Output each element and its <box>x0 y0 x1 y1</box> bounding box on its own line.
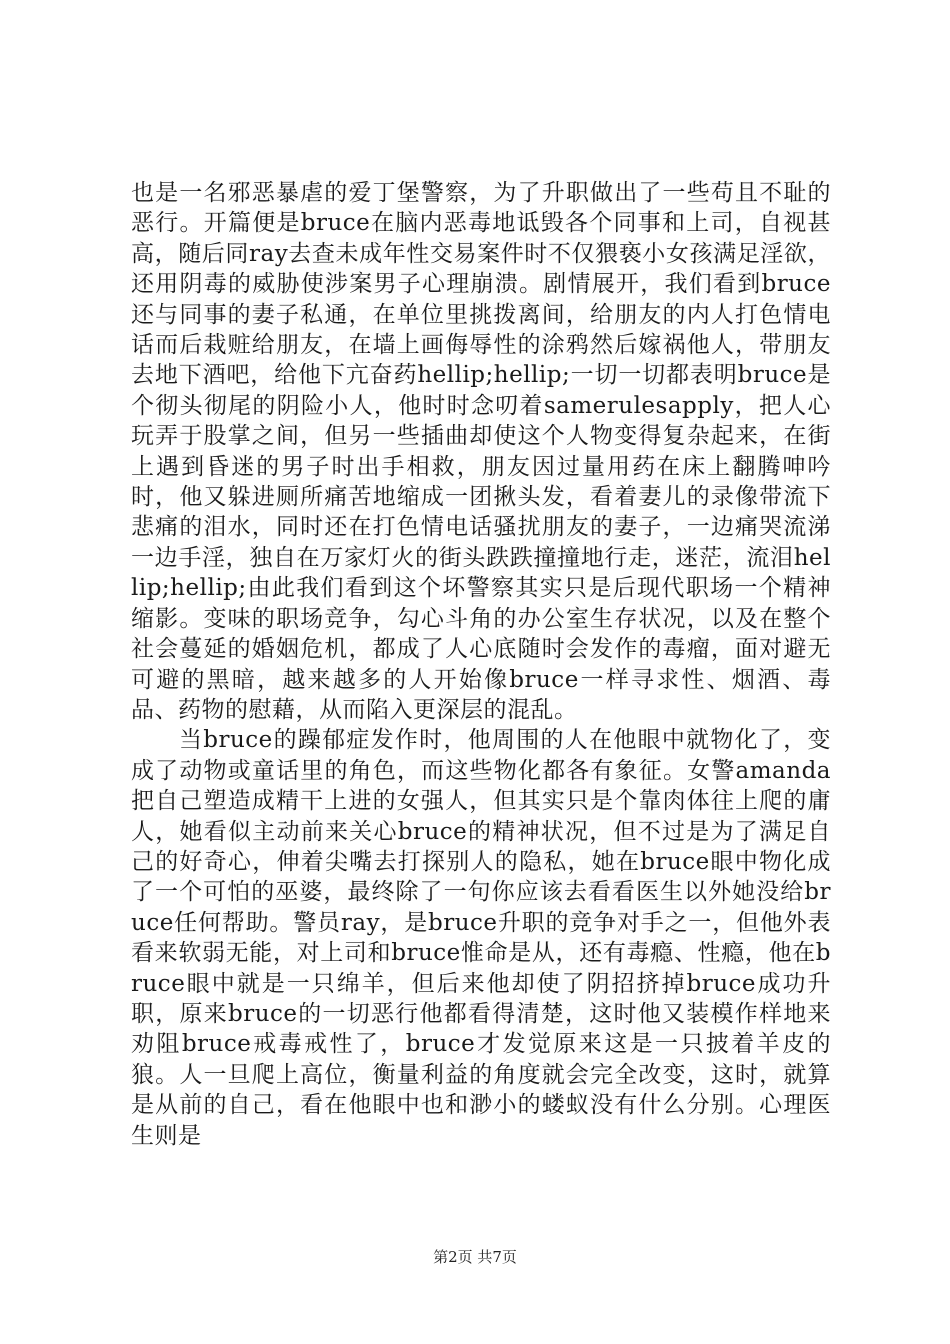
page-footer: 第2页 共7页 <box>433 1248 517 1266</box>
body-text <box>131 178 831 1151</box>
paragraph-continued: 也是一名邪恶暴虐的爱丁堡警察，为了升职做出了一些苟且不耻的恶行。开篇便是bruce在脑内恶毒地诋毁各个同事和上司，自视甚高，随后同ray去查未成年性交易案件时不仅猥亵小女孩满足淫欲，还用阴毒的威胁使涉案男子心理崩溃。剧情展开，我们看到bruce还与同事的妻子私通，在单位里挑拨离间，给朋友的内人打色情电话而后栽赃给朋友，在墙上画侮辱性的涂鸦然后嫁祸他人，带朋友去地下酒吧，给他下亢奋药hellip;hellip;一切一切都表明bruce是个彻头彻尾的阴险小人，他时时念叨着samerulesapply，把人心玩弄于股掌之间，但另一些插曲却使这个人物变得复杂起来，在街上遇到昏迷的男子时出手相救，朋友因过量用药在床上翻腾呻吟时，他又躲进厕所痛苦地缩成一团揪头发，看着妻儿的录像带流下悲痛的泪水，同时还在打色情电话骚扰朋友的妻子，一边痛哭流涕一边手淫，独自在万家灯火的街头跌跌撞撞地行走，迷茫，流泪hellip;hellip;由此我们看到这个坏警察其实只是后现代职场一个精神缩影。变味的职场竞争，勾心斗角的办公室生存状况，以及在整个社会蔓延的婚姻危机，都成了人心底随时会发作的毒瘤，面对避无可避的黑暗，越来越多的人开始像bruce一样寻求性、烟酒、毒品、药物的慰藉，从而陷入更深层的混乱。 <box>131 180 831 723</box>
paragraph: 当bruce的躁郁症发作时，他周围的人在他眼中就物化了，变成了动物或童话里的角色，而这些物化都各有象征。女警amanda把自己塑造成精干上进的女强人，但其实只是个靠肉体往上爬的庸人，她看似主动前来关心bruce的精神状况，但不过是为了满足自己的好奇心，伸着尖嘴去打探别人的隐私，她在bruce眼中物化成了一个可怕的巫婆，最终除了一句你应该去看看医生以外她没给bruce任何帮助。警员ray，是bruce升职的竞争对手之一，但他外表看来软弱无能，对上司和bruce惟命是从，还有毒瘾、性瘾，他在bruce眼中就是一只绵羊，但后来他却使了阴招挤掉bruce成功升职，原来bruce的一切恶行他都看得清楚，这时他又装模作样地来劝阻bruce戒毒戒性了，bruce才发觉原来这是一只披着羊皮的狼。人一旦爬上高位，衡量利益的角度就会完全改变，这时，就算是从前的自己，看在他眼中也和渺小的蝼蚁没有什么分别。心理医生则是 <box>131 727 831 1149</box>
